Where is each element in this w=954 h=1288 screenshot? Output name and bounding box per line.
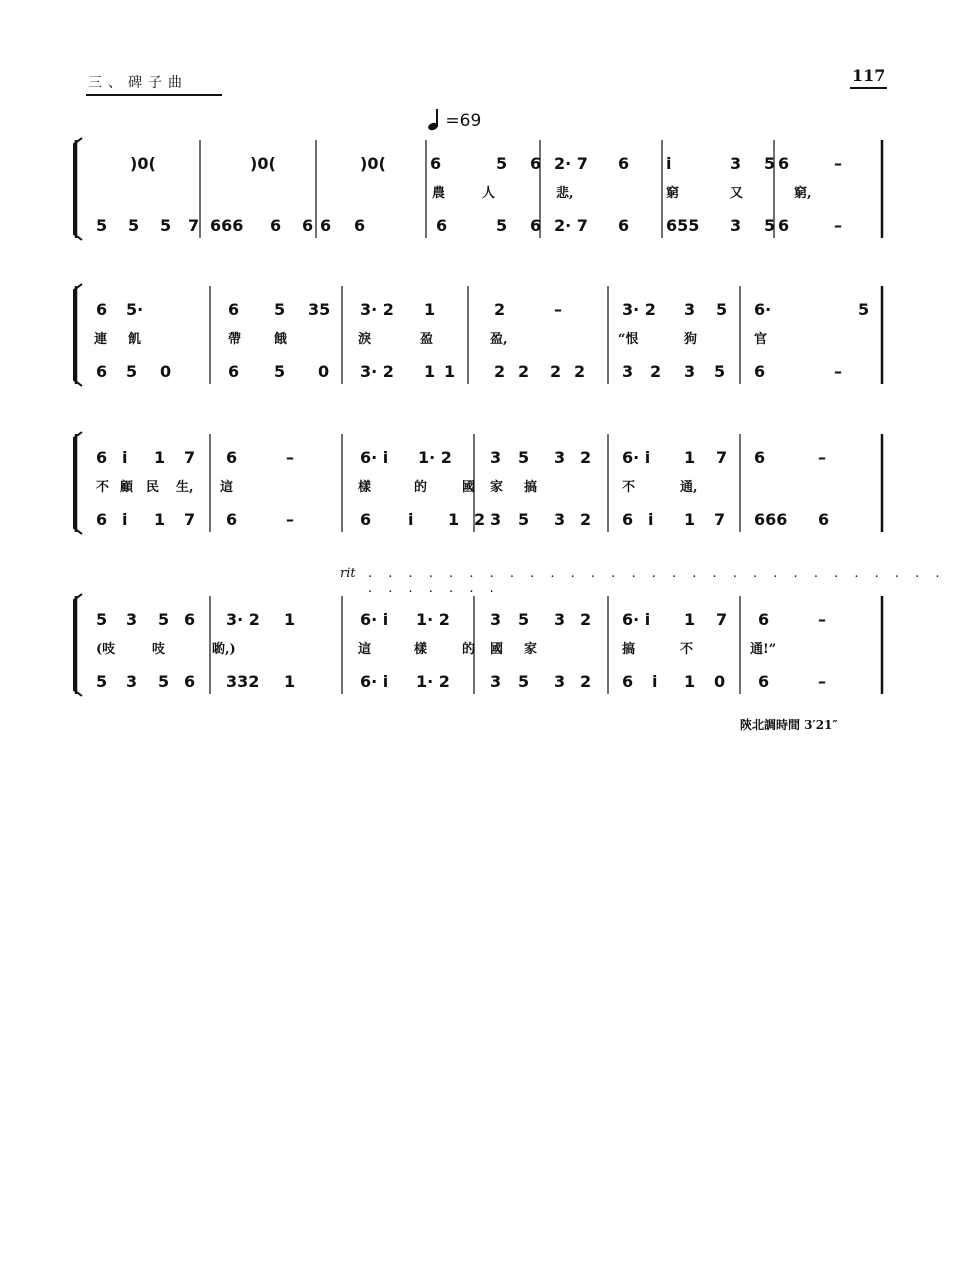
lyric-syllable: 家	[524, 642, 538, 657]
upper-note: 6· i	[622, 448, 651, 467]
lower-note: 1	[444, 362, 456, 381]
lyric-syllable: 這	[220, 480, 234, 495]
upper-note: 1	[684, 610, 696, 629]
lower-note: 0	[714, 672, 726, 691]
lower-note: 0	[318, 362, 330, 381]
lower-note: 6	[778, 216, 790, 235]
score-system-1	[70, 134, 888, 244]
lyric-syllable: 的	[414, 480, 428, 495]
score-system-4	[70, 590, 888, 700]
upper-note: 3	[730, 154, 742, 173]
lower-note: 6	[360, 510, 372, 529]
tempo-value: =69	[445, 111, 482, 131]
lower-note: 666	[754, 510, 788, 529]
lower-note: 2	[580, 672, 592, 691]
lower-note: 6	[184, 672, 196, 691]
upper-note: i	[122, 448, 128, 467]
upper-note: 3	[684, 300, 696, 319]
upper-note: 6	[618, 154, 630, 173]
lyric-syllable: 窮	[666, 186, 680, 201]
upper-note: 7	[716, 448, 728, 467]
lower-note: 3	[554, 510, 566, 529]
lower-note: 2	[574, 362, 586, 381]
upper-note: 5	[496, 154, 508, 173]
upper-note: 6	[430, 154, 442, 173]
lower-note: 6	[758, 672, 770, 691]
upper-note: 2	[494, 300, 506, 319]
upper-note: 3	[554, 448, 566, 467]
lyric-syllable: 喲,)	[212, 642, 236, 657]
lower-note: 3	[554, 672, 566, 691]
lower-note: 3· 2	[360, 362, 394, 381]
upper-note: 2	[580, 610, 592, 629]
lower-note: 5	[274, 362, 286, 381]
lyric-syllable: 淚	[358, 332, 372, 347]
lower-note: 6	[622, 672, 634, 691]
upper-note: 3	[490, 448, 502, 467]
lyric-syllable: 民	[146, 480, 160, 495]
lower-note: 3	[490, 672, 502, 691]
upper-note: 1· 2	[418, 448, 452, 467]
upper-note: 6	[778, 154, 790, 173]
upper-note: 3· 2	[226, 610, 260, 629]
score-system-3	[70, 428, 888, 538]
lower-note: 1	[424, 362, 436, 381]
lower-note: 2	[650, 362, 662, 381]
upper-note: 3· 2	[360, 300, 394, 319]
upper-note: 1	[684, 448, 696, 467]
lower-note: 6	[226, 510, 238, 529]
lower-note: 0	[160, 362, 172, 381]
upper-note: )0(	[250, 154, 276, 173]
upper-note: 5	[764, 154, 776, 173]
lyric-syllable: 顧	[120, 480, 134, 495]
lower-note: 6	[302, 216, 314, 235]
upper-note: )0(	[360, 154, 386, 173]
page-number: 117	[850, 66, 887, 89]
lyric-syllable: 國	[462, 480, 476, 495]
lyric-syllable: 樣	[358, 480, 372, 495]
lyric-syllable: 這	[358, 642, 372, 657]
upper-note: 1	[154, 448, 166, 467]
lower-note: 332	[226, 672, 260, 691]
upper-note: 6	[758, 610, 770, 629]
upper-note: 5	[518, 448, 530, 467]
lyric-syllable: 通!”	[750, 642, 777, 657]
lower-note: 6	[622, 510, 634, 529]
upper-note: 6	[226, 448, 238, 467]
lower-note: 6	[96, 362, 108, 381]
lyric-syllable: 盈	[420, 332, 434, 347]
lower-note: 666	[210, 216, 244, 235]
lyric-syllable: 窮,	[794, 186, 812, 201]
upper-note: 7	[716, 610, 728, 629]
rit-marking: rit	[340, 566, 356, 581]
lower-note: 1	[448, 510, 460, 529]
section-title: 三、碑子曲	[86, 72, 222, 96]
lower-note: 6	[618, 216, 630, 235]
lyric-syllable: 的	[462, 642, 476, 657]
upper-note: 6· i	[360, 448, 389, 467]
lower-note: 7	[714, 510, 726, 529]
upper-note: 1	[284, 610, 296, 629]
tempo-marking	[428, 110, 481, 131]
lower-note: 1	[684, 510, 696, 529]
upper-note: 3	[554, 610, 566, 629]
lyric-syllable: 盈,	[490, 332, 508, 347]
upper-note: 35	[308, 300, 331, 319]
lower-note: 6	[228, 362, 240, 381]
lower-note: 2	[580, 510, 592, 529]
lower-note: 5	[714, 362, 726, 381]
upper-note: 6	[96, 448, 108, 467]
lower-note: –	[286, 510, 294, 529]
lower-note: 5	[160, 216, 172, 235]
upper-note: )0(	[130, 154, 156, 173]
upper-note: 7	[184, 448, 196, 467]
lyric-syllable: 生,	[176, 480, 194, 495]
upper-note: 2· 7	[554, 154, 588, 173]
lyric-syllable: 家	[490, 480, 504, 495]
lyric-syllable: 連	[94, 332, 108, 347]
lower-note: 6	[530, 216, 542, 235]
upper-note: 5	[96, 610, 108, 629]
lower-note: 5	[496, 216, 508, 235]
upper-note: 3	[126, 610, 138, 629]
lower-note: 1· 2	[416, 672, 450, 691]
lower-note: 5	[518, 672, 530, 691]
upper-note: i	[666, 154, 672, 173]
lower-note: 655	[666, 216, 700, 235]
lower-note: i	[652, 672, 658, 691]
lower-note: 3	[490, 510, 502, 529]
upper-note: 5	[858, 300, 870, 319]
upper-note: –	[554, 300, 562, 319]
lower-note: 5	[96, 672, 108, 691]
lyric-syllable: 狗	[684, 332, 698, 347]
lyric-syllable: 人	[482, 186, 496, 201]
lower-note: 5	[518, 510, 530, 529]
lyric-syllable: “恨	[618, 332, 639, 347]
upper-note: 5	[716, 300, 728, 319]
lower-note: 2· 7	[554, 216, 588, 235]
upper-note: 6	[96, 300, 108, 319]
lower-note: 7	[184, 510, 196, 529]
rit-dots: . . . . . . . . . . . . . . . . . . . . . . . . . . . . . . . . . . . .	[368, 566, 946, 596]
lower-note: –	[834, 216, 842, 235]
lyric-syllable: 官	[754, 332, 768, 347]
score-system-2	[70, 280, 888, 390]
upper-note: 6· i	[622, 610, 651, 629]
lower-note: 7	[188, 216, 200, 235]
upper-note: 5	[518, 610, 530, 629]
lower-note: i	[648, 510, 654, 529]
upper-note: 1	[424, 300, 436, 319]
lower-note: 2	[474, 510, 486, 529]
lyric-syllable: 又	[730, 186, 744, 201]
lower-note: 1	[684, 672, 696, 691]
lower-note: 6· i	[360, 672, 389, 691]
lyric-syllable: 不	[680, 642, 694, 657]
lower-note: 5	[96, 216, 108, 235]
lower-note: 2	[550, 362, 562, 381]
lower-note: 5	[158, 672, 170, 691]
lower-note: 6	[96, 510, 108, 529]
lower-note: 1	[284, 672, 296, 691]
upper-note: 3· 2	[622, 300, 656, 319]
lower-note: 3	[730, 216, 742, 235]
lyric-syllable: 搞	[622, 642, 636, 657]
upper-note: 6·	[754, 300, 772, 319]
quarter-note-icon	[428, 110, 440, 130]
upper-note: –	[834, 154, 842, 173]
lower-note: 6	[320, 216, 332, 235]
lower-note: 6	[270, 216, 282, 235]
lyric-syllable: 不	[96, 480, 110, 495]
lower-note: 1	[154, 510, 166, 529]
lower-note: 5	[764, 216, 776, 235]
lower-note: –	[834, 362, 842, 381]
lower-note: i	[122, 510, 128, 529]
upper-note: 5	[274, 300, 286, 319]
lyric-syllable: 吱	[152, 642, 166, 657]
upper-note: –	[286, 448, 294, 467]
lower-note: 2	[518, 362, 530, 381]
upper-note: 6	[530, 154, 542, 173]
lyric-syllable: 飢	[128, 332, 142, 347]
lower-note: 3	[126, 672, 138, 691]
duration-note: 陝北調時間 3′21″	[740, 718, 838, 732]
lower-note: 6	[754, 362, 766, 381]
upper-note: 2	[580, 448, 592, 467]
lower-note: 2	[494, 362, 506, 381]
lower-note: 5	[128, 216, 140, 235]
lyric-syllable: 帶	[228, 332, 242, 347]
lower-note: –	[818, 672, 826, 691]
lower-note: 6	[436, 216, 448, 235]
lyric-syllable: 不	[622, 480, 636, 495]
upper-note: 6	[184, 610, 196, 629]
upper-note: 1· 2	[416, 610, 450, 629]
lyric-syllable: 樣	[414, 642, 428, 657]
lyric-syllable: 悲,	[556, 186, 574, 201]
upper-note: 3	[490, 610, 502, 629]
upper-note: 6	[754, 448, 766, 467]
upper-note: –	[818, 610, 826, 629]
upper-note: 6	[228, 300, 240, 319]
lower-note: 3	[622, 362, 634, 381]
lower-note: 6	[354, 216, 366, 235]
lower-note: 5	[126, 362, 138, 381]
lyric-syllable: (吱	[96, 642, 116, 657]
lower-note: i	[408, 510, 414, 529]
lyric-syllable: 搞	[524, 480, 538, 495]
lyric-syllable: 通,	[680, 480, 698, 495]
lyric-syllable: 農	[432, 186, 446, 201]
lyric-syllable: 餓	[274, 332, 288, 347]
upper-note: –	[818, 448, 826, 467]
upper-note: 5	[158, 610, 170, 629]
upper-note: 6· i	[360, 610, 389, 629]
lyric-syllable: 國	[490, 642, 504, 657]
lower-note: 3	[684, 362, 696, 381]
upper-note: 5·	[126, 300, 144, 319]
lower-note: 6	[818, 510, 830, 529]
